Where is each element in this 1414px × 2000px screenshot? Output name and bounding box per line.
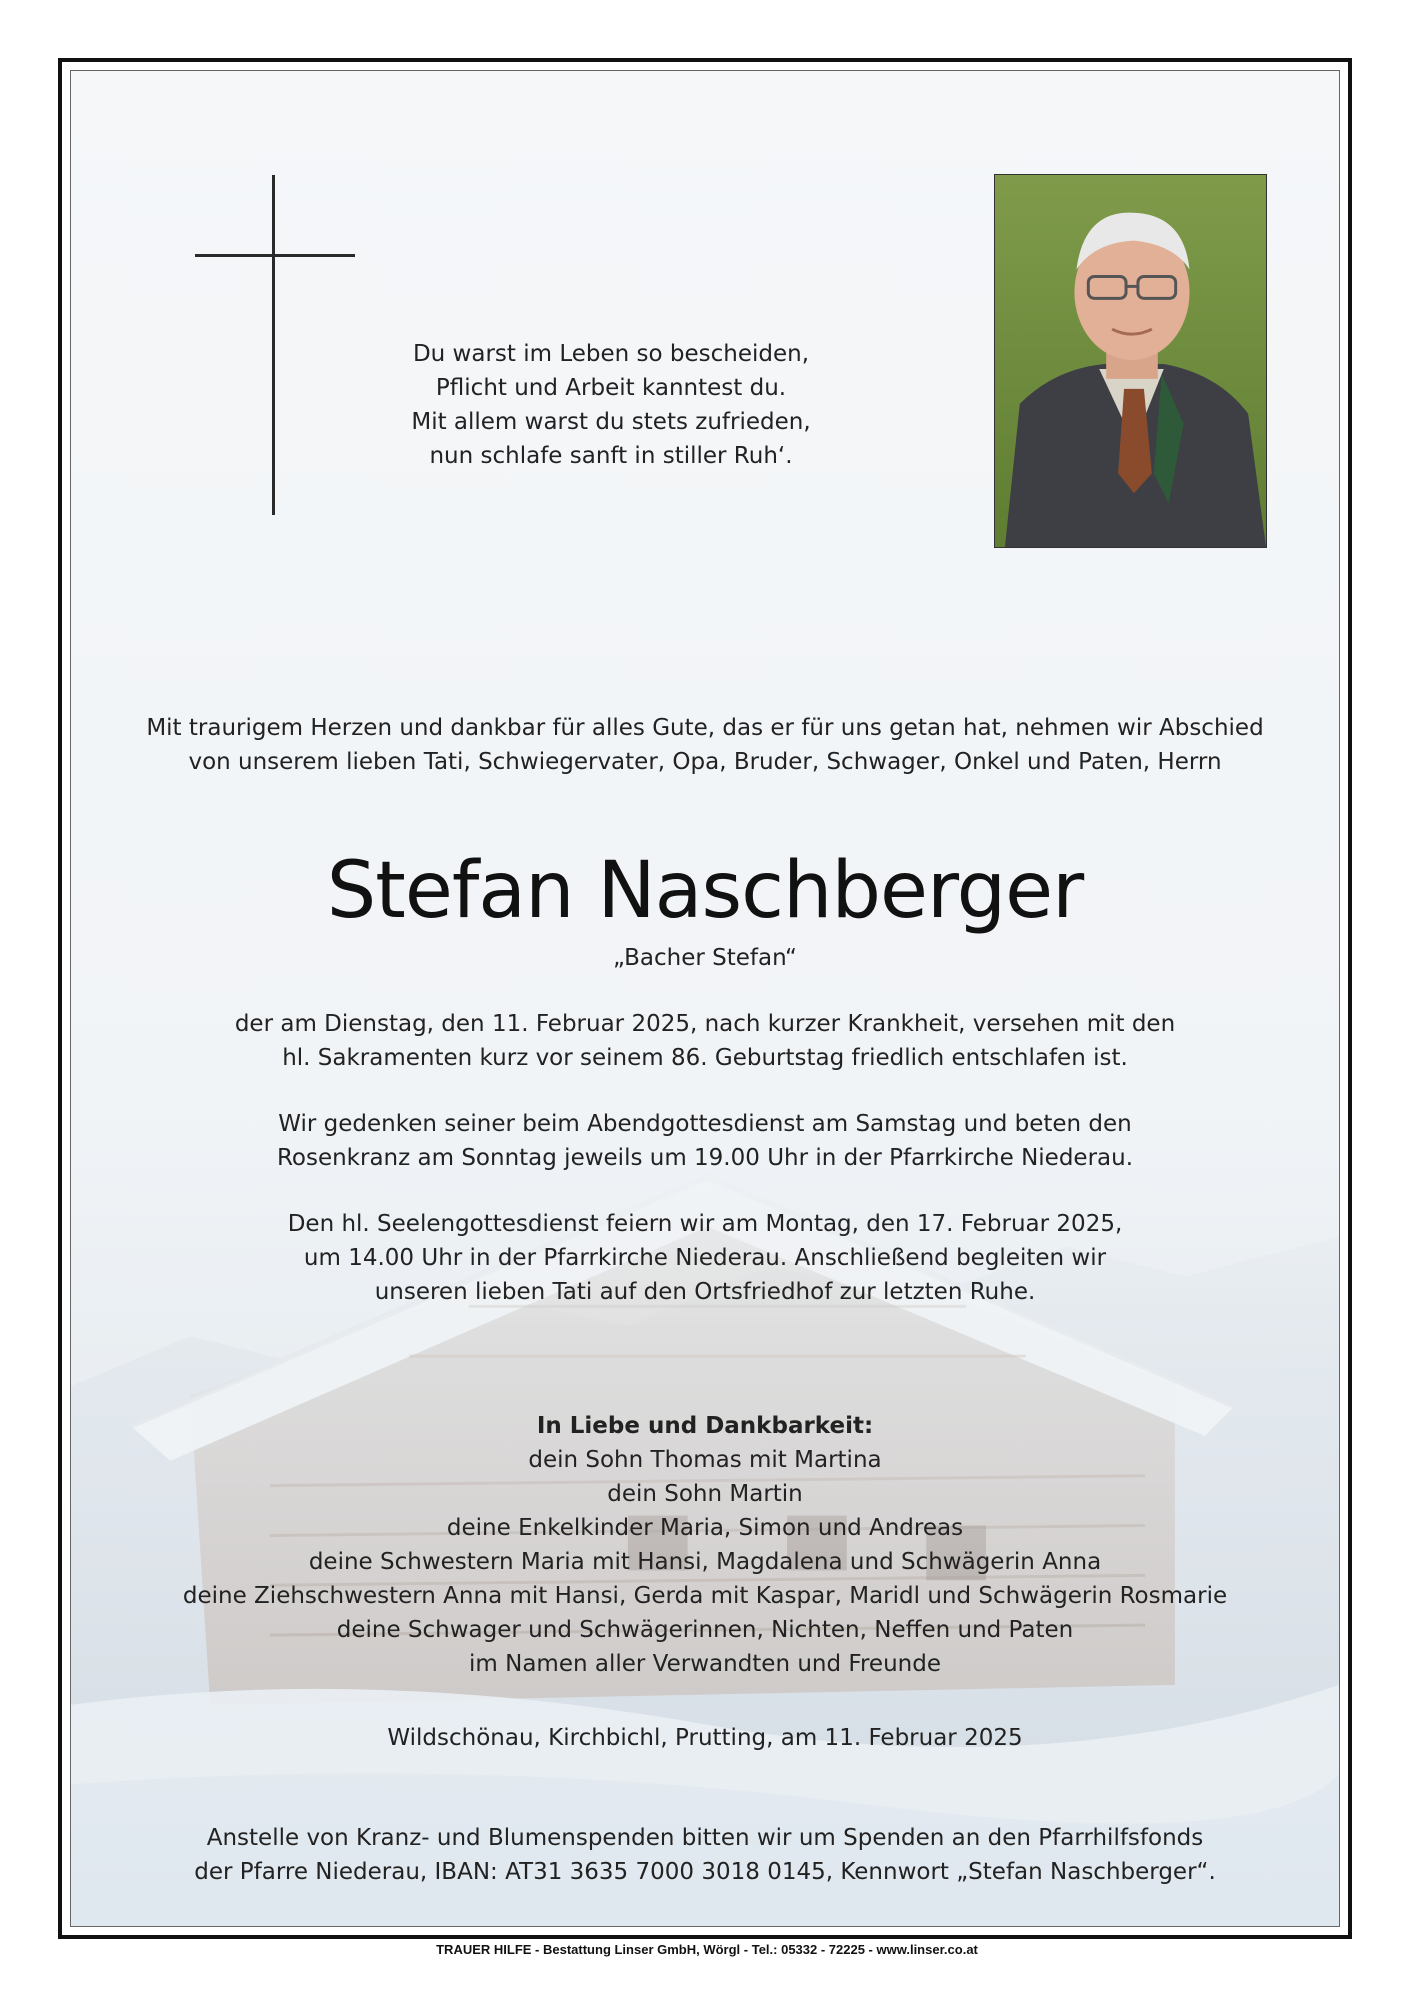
place-date-line: Wildschönau, Kirchbichl, Prutting, am 11. Februar 2025 xyxy=(387,1725,1023,1751)
death-notice-line: der am Dienstag, den 11. Februar 2025, nach kurzer Krankheit, versehen mit den xyxy=(234,1011,1176,1037)
mourner-line: deine Ziehschwestern Anna mit Hansi, Gerda mit Kaspar, Maridl und Schwägerin Rosmarie xyxy=(182,1583,1228,1609)
poem xyxy=(351,337,871,473)
funeral-line: um 14.00 Uhr in der Pfarrkirche Niederau. Anschließend begleiten wir xyxy=(303,1245,1107,1271)
funeral-line: Den hl. Seelengottesdienst feiern wir am Montag, den 17. Februar 2025, xyxy=(287,1211,1123,1237)
death-notice xyxy=(71,1007,1339,1075)
poem-line: Pflicht und Arbeit kanntest du. xyxy=(435,375,787,401)
rosary-line: Rosenkranz am Sonntag jeweils um 19.00 Uhr in der Pfarrkirche Niederau. xyxy=(276,1145,1134,1171)
mourner-line: dein Sohn Martin xyxy=(607,1481,803,1507)
death-notice-line: hl. Sakramenten kurz vor seinem 86. Geburtstag friedlich entschlafen ist. xyxy=(282,1045,1128,1071)
deceased-nickname: „Bacher Stefan“ xyxy=(613,945,797,971)
cross-icon xyxy=(195,175,355,515)
mourner-line: deine Schwestern Maria mit Hansi, Magdalena und Schwägerin Anna xyxy=(308,1549,1102,1575)
mourner-line: im Namen aller Verwandten und Freunde xyxy=(469,1651,941,1677)
rosary-line: Wir gedenken seiner beim Abendgottesdienst am Samstag und beten den xyxy=(278,1111,1132,1137)
portrait-photo xyxy=(994,174,1267,548)
mourners-heading: In Liebe und Dankbarkeit: xyxy=(536,1413,874,1439)
poem-line: nun schlafe sanft in stiller Ruh‘. xyxy=(429,443,793,469)
mourner-line: dein Sohn Thomas mit Martina xyxy=(528,1447,882,1473)
donation-request xyxy=(71,1821,1339,1889)
deceased-name: Stefan Naschberger xyxy=(326,846,1084,936)
poem-line: Mit allem warst du stets zufrieden, xyxy=(411,409,811,435)
funeral-line: unseren lieben Tati auf den Ortsfriedhof zur letzten Ruhe. xyxy=(374,1279,1036,1305)
footer-funeral-home: TRAUER HILFE - Bestattung Linser GmbH, Wörgl - Tel.: 05332 - 72225 - www.linser.co.at xyxy=(436,1942,978,1957)
rosary-notice xyxy=(71,1107,1339,1175)
inner-frame xyxy=(70,70,1340,1927)
mourner-line: deine Enkelkinder Maria, Simon und Andreas xyxy=(446,1515,964,1541)
outer-frame xyxy=(58,58,1352,1939)
intro-line: von unserem lieben Tati, Schwiegervater, Opa, Bruder, Schwager, Onkel und Paten, Herrn xyxy=(188,749,1222,775)
mourner-line: deine Schwager und Schwägerinnen, Nichten, Neffen und Paten xyxy=(336,1617,1074,1643)
poem-line: Du warst im Leben so bescheiden, xyxy=(412,341,810,367)
funeral-notice xyxy=(71,1207,1339,1309)
donation-line: der Pfarre Niederau, IBAN: AT31 3635 7000 3018 0145, Kennwort „Stefan Naschberger“. xyxy=(194,1859,1216,1885)
mourners-list xyxy=(71,1409,1339,1681)
intro-text xyxy=(71,711,1339,779)
portrait-image xyxy=(995,175,1266,547)
place-date xyxy=(71,1721,1339,1755)
donation-line: Anstelle von Kranz- und Blumenspenden bitten wir um Spenden an den Pfarrhilfsfonds xyxy=(206,1825,1204,1851)
intro-line: Mit traurigem Herzen und dankbar für alles Gute, das er für uns getan hat, nehmen wir Abschied xyxy=(146,715,1264,741)
